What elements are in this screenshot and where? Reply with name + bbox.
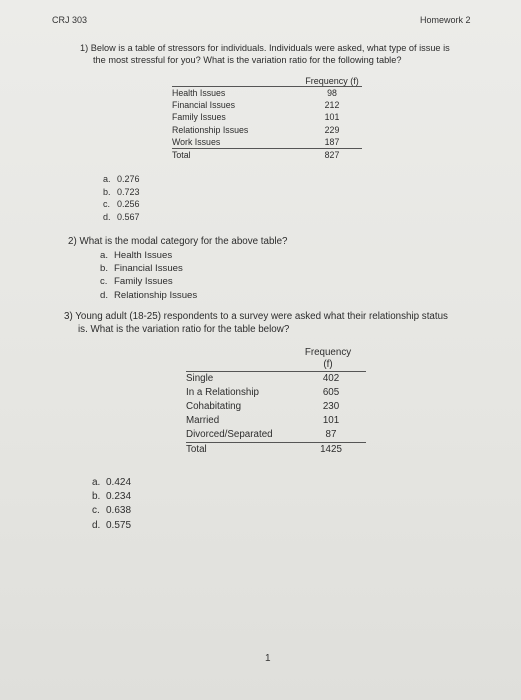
row-label: Cohabitating (186, 401, 242, 412)
column-header: Frequency (f) (305, 76, 359, 86)
row-value: 230 (322, 401, 340, 412)
row-value: 605 (322, 387, 340, 398)
row-value: 187 (302, 136, 362, 149)
question-text-line: is. What is the variation ratio for the table below? (78, 323, 290, 335)
row-value: 827 (324, 150, 340, 161)
question-text-line: the most stressful for you? What is the variation ratio for the following table? (93, 55, 402, 65)
row-label: Family Issues (172, 112, 226, 123)
answer-option: c. 0.638 (92, 505, 132, 517)
question-3 (64, 311, 504, 336)
table-row (186, 414, 366, 428)
answer-option: d. 0.575 (92, 519, 132, 531)
table-row-total (172, 149, 362, 162)
answer-option: b. 0.234 (92, 491, 132, 503)
row-label: Relationship Issues (172, 124, 249, 135)
question-text-line: Below is a table of stressors for individuals. Individuals were asked, what type of issue is (90, 43, 450, 53)
question-number: 1) (80, 43, 89, 53)
answer-option: d. Relationship Issues (100, 289, 198, 301)
table-row (172, 136, 362, 149)
table-row (172, 87, 362, 100)
answer-option: d. 0.567 (103, 211, 140, 222)
answer-option: a. 0.276 (103, 174, 140, 184)
row-value: 101 (324, 112, 340, 123)
table-row (186, 386, 366, 400)
answer-option: c. 0.256 (103, 199, 140, 210)
row-label: Single (186, 372, 296, 387)
question-text-line: Young adult (18-25) respondents to a survey were asked what their relationship status (75, 311, 448, 322)
answer-option: c. Family Issues (100, 276, 173, 288)
relationship-table (188, 347, 366, 457)
question-text: What is the modal category for the above table? (79, 236, 288, 247)
answer-option: a. Health Issues (100, 250, 173, 261)
row-value: 87 (296, 428, 366, 443)
answer-option: a. 0.424 (92, 477, 132, 488)
question-1 (80, 42, 500, 66)
table-row (186, 400, 366, 414)
row-value: 229 (324, 124, 340, 135)
row-label: Health Issues (172, 87, 302, 100)
answer-option: b. Financial Issues (100, 263, 183, 275)
table-row (186, 428, 366, 443)
question-number: 2) (68, 236, 77, 247)
row-value: 1425 (320, 444, 342, 455)
question-2 (68, 236, 287, 249)
row-label: Married (186, 415, 220, 426)
row-label: In a Relationship (186, 387, 259, 398)
row-label: Total (172, 150, 191, 161)
question-3-options (92, 476, 131, 533)
table-row (172, 124, 362, 136)
row-value: 402 (296, 372, 366, 387)
question-2-options (100, 249, 197, 302)
row-label: Total (186, 444, 207, 455)
row-value: 98 (302, 87, 362, 100)
stressor-table (172, 76, 362, 161)
row-label: Financial Issues (172, 100, 236, 111)
table-row (172, 111, 362, 123)
row-label: Divorced/Separated (186, 428, 296, 443)
assignment-title: Homework 2 (420, 15, 471, 25)
row-value: 212 (324, 100, 340, 111)
course-code: CRJ 303 (52, 15, 88, 25)
row-value: 101 (322, 415, 340, 426)
question-1-options (103, 173, 140, 223)
row-label: Work Issues (172, 136, 302, 149)
question-number: 3) (64, 311, 73, 322)
page-number: 1 (265, 653, 271, 664)
table-row (172, 99, 362, 111)
column-header: Frequency (f) (304, 347, 352, 370)
answer-option: b. 0.723 (103, 186, 140, 197)
table-row (186, 372, 366, 387)
table-row-total (186, 443, 366, 458)
